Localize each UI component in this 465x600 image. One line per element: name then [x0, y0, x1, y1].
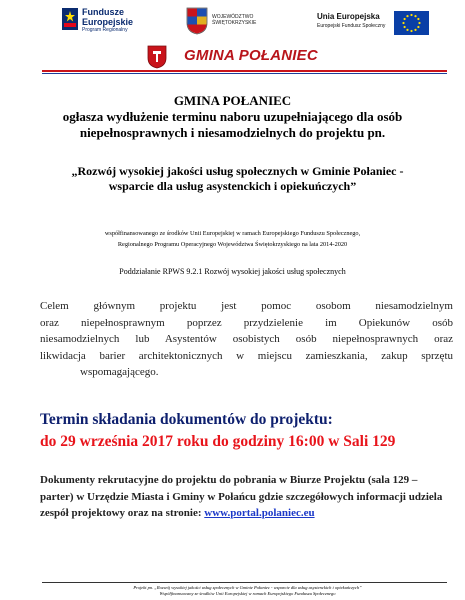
eu-title: Unia Europejska: [317, 12, 380, 21]
header-rule-red: [42, 70, 447, 72]
goal-line: oraz niepełnosprawnym poprzez przydzielenie im Opiekunów osób: [40, 316, 453, 329]
eu-flag-icon: [394, 11, 429, 35]
swietokrzyskie-crest-icon: [186, 7, 208, 35]
fe-title: Fundusze Europejskie: [82, 7, 134, 27]
gmina-name: GMINA POŁANIEC: [184, 47, 318, 64]
goal-line: likwidacja barier architektonicznych w miejscu zamieszkania, zakup sprzętu: [40, 349, 453, 362]
goal-line: niesamodzielnych lub Asystentów osobistych osób niepełnosprawnych oraz: [40, 333, 453, 345]
goal-paragraph: [40, 298, 453, 381]
project-name-line-1: „Rozwój wysokiej jakości usług społecznych w Gminie Połaniec -: [71, 164, 404, 178]
cofinance-line-1: współfinansowanego ze środków Unii Europejskiej w ramach Europejskiego Funduszu Społecznego,: [104, 230, 361, 237]
subaction-line: Poddziałanie RPWS 9.2.1 Rozwój wysokiej jakości usług społecznych: [119, 267, 346, 276]
footer-rule: [42, 582, 447, 583]
cofinance-line-2: Regionalnego Programu Operacyjnego Województwa Świętokrzyskiego na lata 2014-2020: [117, 241, 348, 248]
unia-europejska-logo: [317, 6, 435, 40]
documents-paragraph: [40, 472, 453, 522]
goal-line: Celem głównym projektu jest pomoc osobom niesamodzielnym: [40, 300, 453, 312]
documents-text: Dokumenty rekrutacyjne do projektu do pobrania w Biurze Projektu (sala 129 – parter) w Urzędzie Miasta i Gminy w Połańcu gdzie szczegółowych informacji udziela zespół projektowy oraz na stronie:: [40, 474, 443, 519]
announcement-line-2: ogłasza wydłużenie terminu naboru uzupełniającego dla osób: [62, 109, 403, 124]
fundusze-europejskie-icon: [62, 8, 78, 30]
swietokrzyskie-logo: [186, 6, 266, 40]
region-name: WOJEWÓDZTWO ŚWIĘTOKRZYSKIE: [212, 14, 257, 26]
announcement-title: GMINA POŁANIEC: [173, 93, 292, 108]
deadline-value: do 29 września 2017 roku do godziny 16:00 w Sali 129: [40, 433, 396, 450]
fe-subtitle: Program Regionalny: [82, 27, 128, 33]
eu-subtitle: Europejski Fundusz Społeczny: [317, 23, 386, 29]
gmina-crest-icon: [147, 45, 167, 69]
footer-cofinance-line: Współfinansowany ze środków Unii Europejskiej w ramach Europejskiego Funduszu Społecznego: [159, 591, 336, 596]
announcement-line-3: niepełnosprawnych i niesamodzielnych do projektu pn.: [79, 125, 386, 140]
fundusze-europejskie-logo: [62, 6, 172, 40]
portal-link[interactable]: www.portal.polaniec.eu: [204, 507, 315, 519]
deadline-label: Termin składania dokumentów do projektu:: [40, 411, 333, 428]
header-rule-blue: [42, 73, 447, 74]
logo-strip: [0, 6, 465, 40]
goal-line: wspomagającego.: [80, 366, 159, 378]
project-name-line-2: wsparcie dla usług asystenckich i opiekuńczych”: [108, 179, 357, 193]
footer-project-line: Projekt pn. „Rozwój wysokiej jakości usług społecznych w Gminie Połaniec - wsparcie dla usług asystenckich i opiekuńczych”: [133, 585, 362, 590]
gmina-header: [0, 40, 465, 74]
